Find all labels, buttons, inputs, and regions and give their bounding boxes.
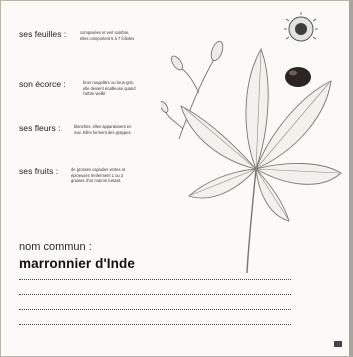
section-leaves-text: composées et vert sombre, elles comportent 5 à 7 folioles <box>80 30 135 41</box>
section-flowers-text: blanches, elles apparaissent en mai. Elles forment des grappes. <box>74 124 132 135</box>
section-fruits-label: ses fruits : <box>19 166 59 176</box>
corner-badge-icon <box>334 341 342 347</box>
common-name-label: nom commun : <box>19 241 92 253</box>
chestnut-seed-illustration <box>285 67 311 87</box>
section-fruits-text: de grosses capsules vertes et épineuses renferment 1 ou 2 graines d'un marron luisant. <box>71 167 126 184</box>
section-flowers-label: ses fleurs : <box>19 123 61 133</box>
section-bark-text: brun rougeâtre ou brun-gris, elle devient écailleuse quand l'arbre vieillit <box>83 80 136 97</box>
common-name-value: marronnier d'Inde <box>19 256 135 271</box>
writing-line-3 <box>19 309 291 310</box>
writing-line-4 <box>19 324 291 325</box>
writing-line-1 <box>19 279 291 280</box>
section-bark-label: son écorce : <box>19 79 66 89</box>
writing-line-2 <box>19 294 291 295</box>
section-leaves-label: ses feuilles : <box>19 29 67 39</box>
spiny-capsule-illustration <box>284 12 318 41</box>
horse-chestnut-leaf-illustration <box>161 11 346 276</box>
